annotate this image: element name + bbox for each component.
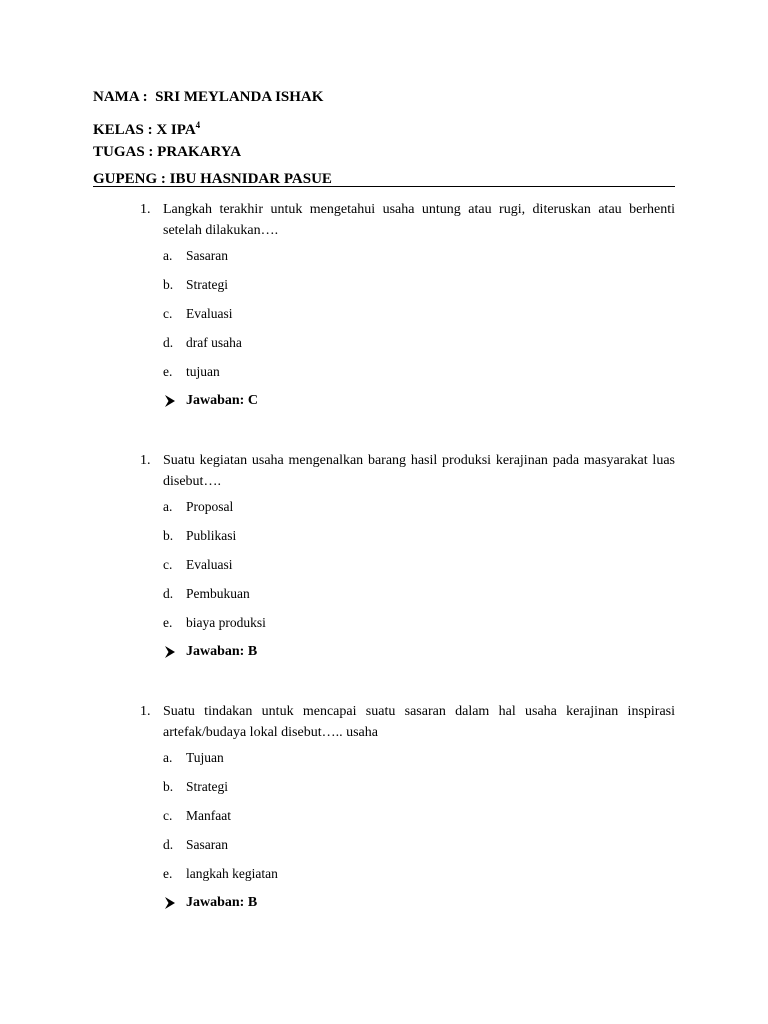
option-letter: a.	[163, 750, 173, 765]
answer-text: Jawaban: C	[186, 393, 258, 408]
option-letter: e.	[163, 615, 173, 630]
question-number: 1.	[140, 453, 151, 468]
option-text: Strategi	[186, 779, 228, 794]
option-letter: c.	[163, 557, 173, 572]
answer-text: Jawaban: B	[186, 895, 258, 910]
option-text: draf usaha	[186, 335, 242, 350]
arrow-bullet-icon	[165, 395, 175, 407]
option-text: Manfaat	[186, 808, 231, 823]
option-letter: a.	[163, 499, 173, 514]
option-letter: b.	[163, 277, 174, 292]
nama-line: NAMA : SRI MEYLANDA ISHAK	[93, 89, 324, 105]
gupeng-line: GUPENG : IBU HASNIDAR PASUE	[93, 171, 332, 187]
option-text: Publikasi	[186, 528, 237, 543]
arrow-bullet-icon	[165, 897, 175, 909]
option-text: biaya produksi	[186, 615, 266, 630]
question-text: Suatu kegiatan usaha mengenalkan barang hasil produksi kerajinan pada masyarakat luas disebut….	[163, 453, 675, 489]
option-letter: d.	[163, 837, 174, 852]
option-letter: e.	[163, 364, 173, 379]
option-text: Sasaran	[186, 837, 228, 852]
option-text: Evaluasi	[186, 557, 233, 572]
option-letter: a.	[163, 248, 173, 263]
kelas-line	[93, 116, 200, 139]
option-letter: d.	[163, 586, 174, 601]
answer-text: Jawaban: B	[186, 644, 258, 659]
question-text: Langkah terakhir untuk mengetahui usaha untung atau rugi, diteruskan atau berhenti setelah dilakukan….	[163, 202, 675, 238]
option-text: Sasaran	[186, 248, 228, 263]
option-text: Strategi	[186, 277, 228, 292]
header-divider	[93, 186, 675, 187]
tugas-line: TUGAS : PRAKARYA	[93, 144, 242, 160]
question-number: 1.	[140, 202, 151, 217]
option-text: Tujuan	[186, 750, 224, 765]
option-letter: c.	[163, 808, 173, 823]
kelas-superscript: 4	[195, 120, 201, 130]
option-text: Proposal	[186, 499, 234, 514]
option-text: Evaluasi	[186, 306, 233, 321]
option-text: Pembukuan	[186, 586, 250, 601]
question-text: Suatu tindakan untuk mencapai suatu sasaran dalam hal usaha kerajinan inspirasi artefak/budaya lokal disebut….. usaha	[163, 704, 675, 740]
option-letter: d.	[163, 335, 174, 350]
option-letter: b.	[163, 779, 174, 794]
option-letter: c.	[163, 306, 173, 321]
option-letter: e.	[163, 866, 173, 881]
option-text: langkah kegiatan	[186, 866, 278, 881]
option-text: tujuan	[186, 364, 220, 379]
kelas-text: KELAS : X IPA	[93, 122, 196, 138]
option-letter: b.	[163, 528, 174, 543]
arrow-bullet-icon	[165, 646, 175, 658]
question-number: 1.	[140, 704, 151, 719]
